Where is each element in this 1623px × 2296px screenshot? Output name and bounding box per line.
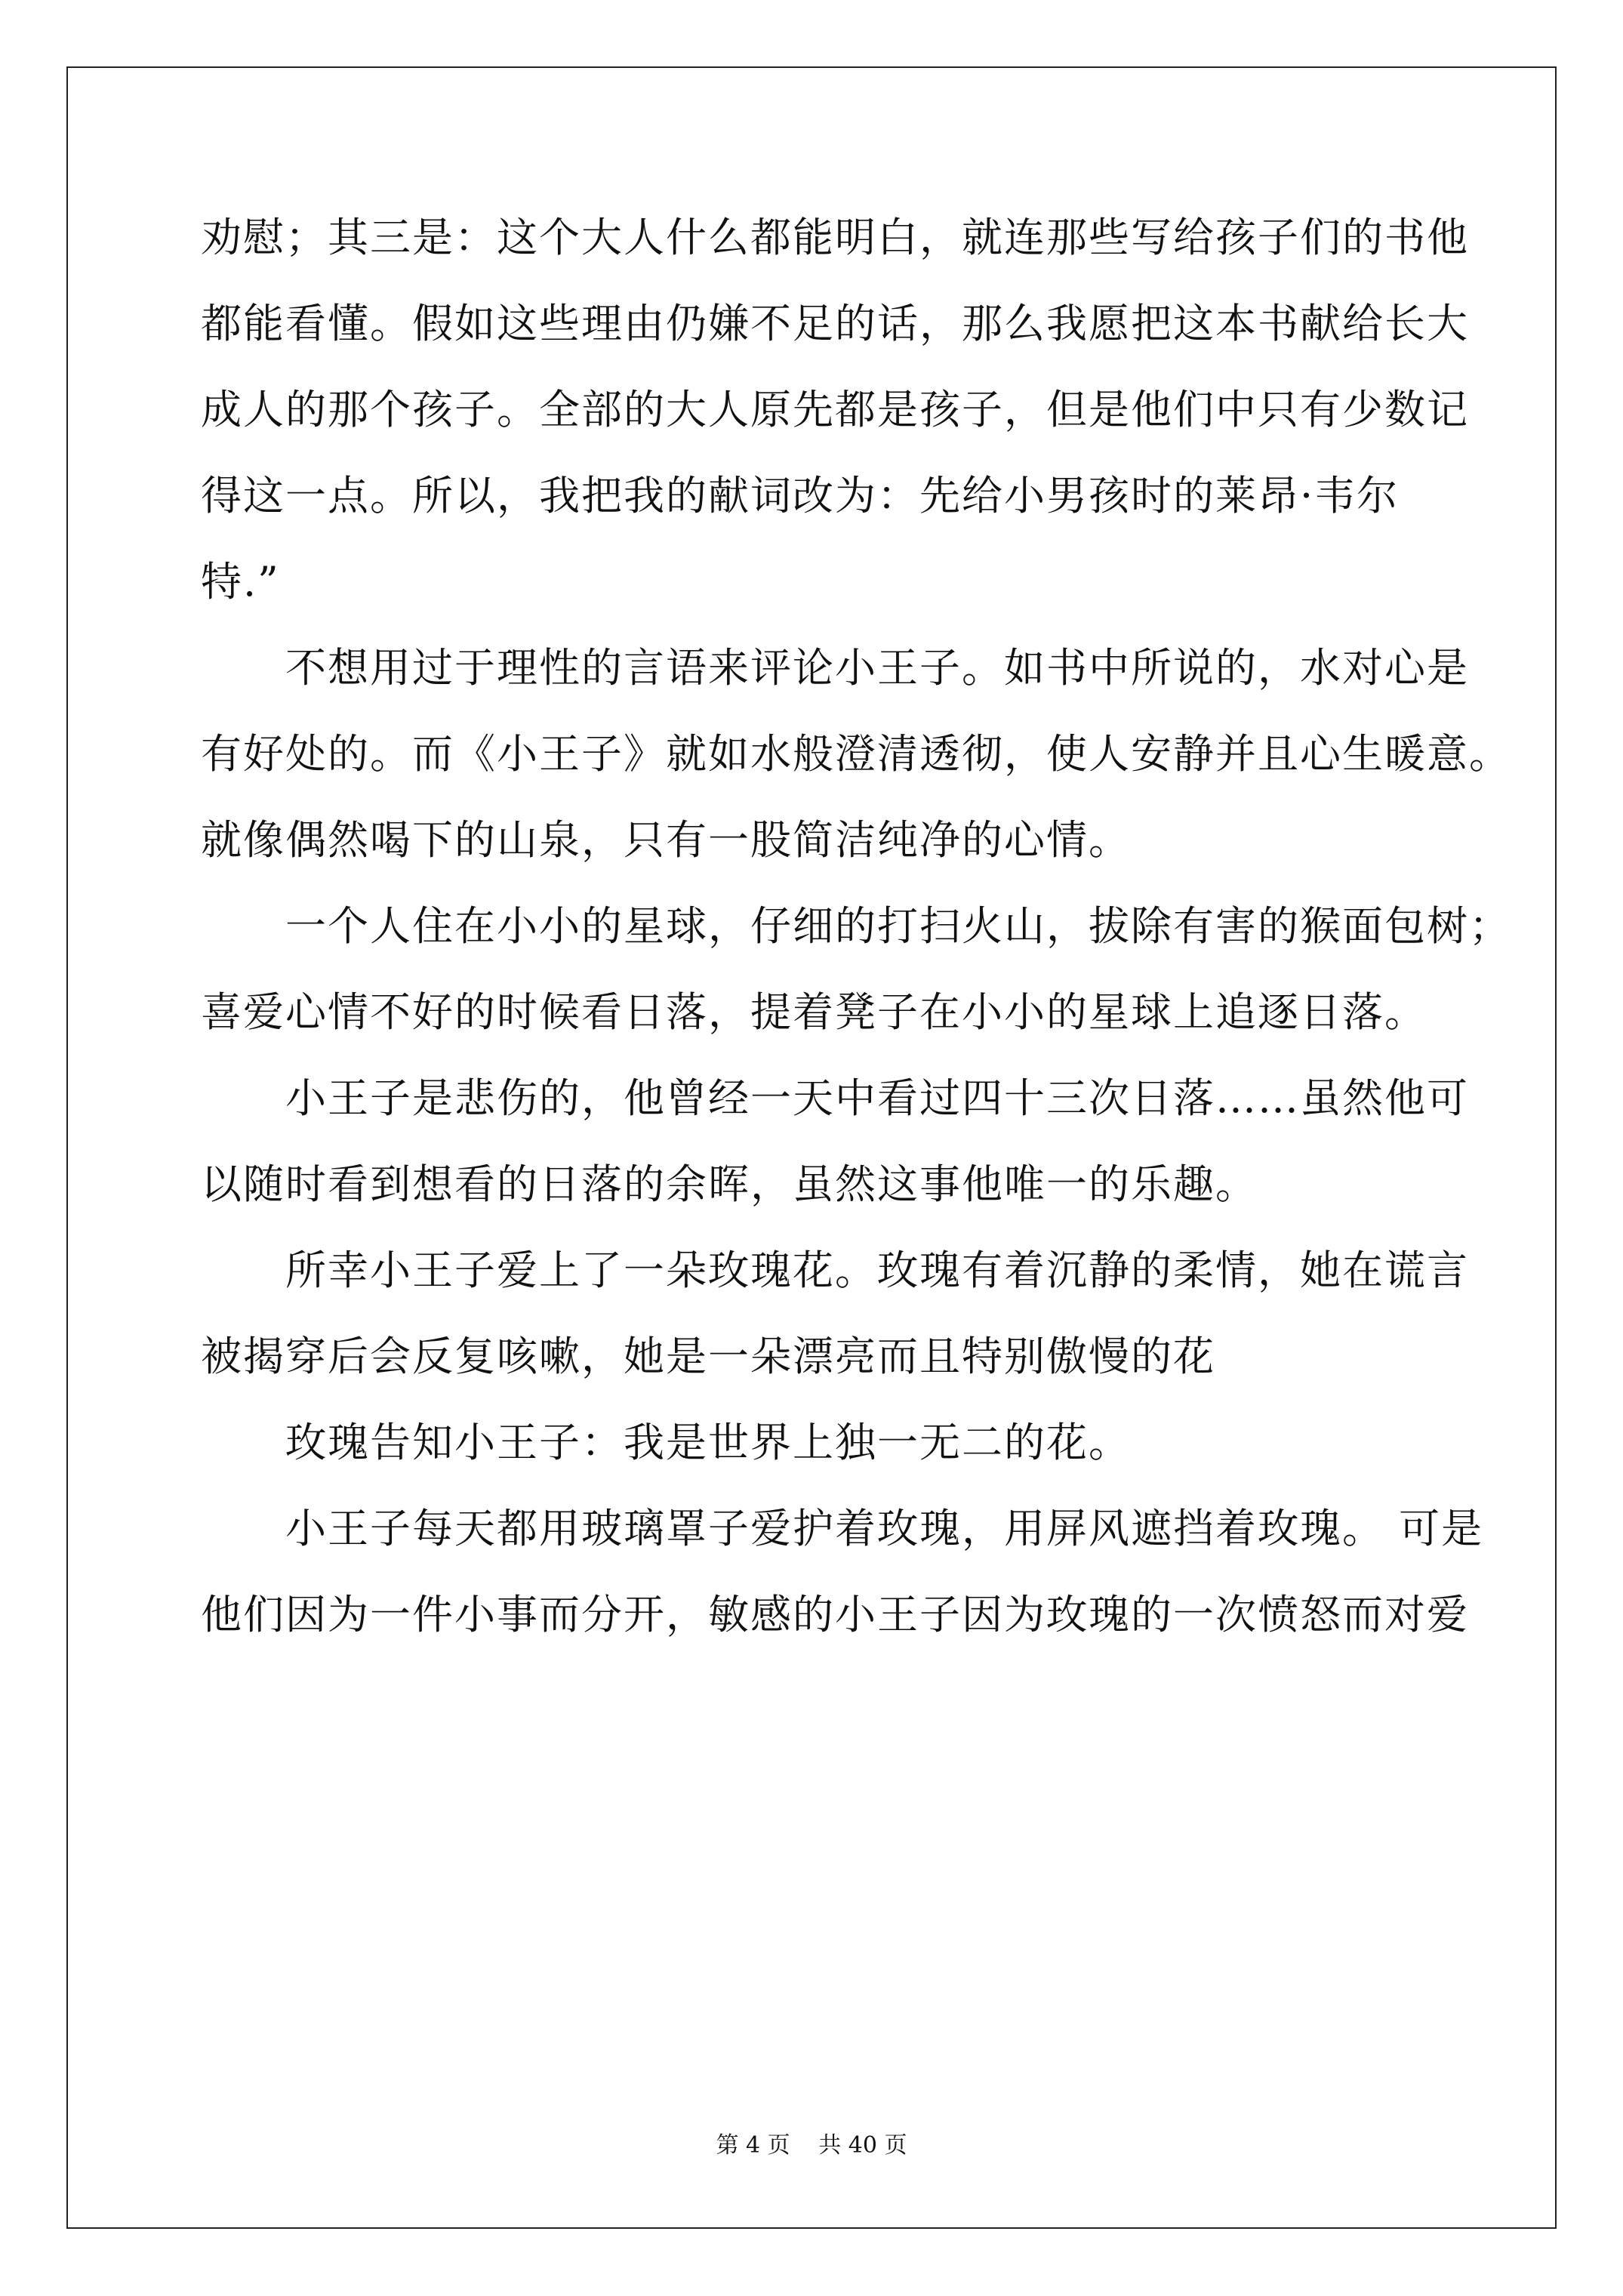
text-line: 成人的那个孩子。全部的大人原先都是孩子，但是他们中只有少数记: [201, 386, 1469, 433]
document-body: [201, 195, 1511, 1658]
text-line: 小王子是悲伤的，他曾经一天中看过四十三次日落……虽然他可: [201, 1074, 1469, 1122]
text-line: 他们因为一件小事而分开，敏感的小王子因为玫瑰的一次愤怒而对爱: [201, 1591, 1469, 1638]
text-line: 不想用过于理性的言语来评论小王子。如书中所说的，水对心是: [201, 644, 1469, 692]
text-line: 就像偶然喝下的山泉，只有一股简洁纯净的心情。: [201, 816, 1131, 864]
text-line: 都能看懂。假如这些理由仍嫌不足的话，那么我愿把这本书献给长大: [201, 300, 1469, 347]
text-line: 以随时看到想看的日落的余晖，虽然这事他唯一的乐趣。: [201, 1160, 1258, 1208]
text-line: 一个人住在小小的星球，仔细的打扫火山，拔除有害的猴面包树；: [201, 902, 1511, 950]
text-line: 得这一点。所以，我把我的献词改为：先给小男孩时的莱昂·韦尔: [201, 472, 1400, 519]
text-line: 有好处的。而《小王子》就如水般澄清透彻，使人安静并且心生暖意。: [201, 730, 1511, 778]
page-footer: [0, 2131, 1623, 2161]
text-line: 所幸小王子爱上了一朵玫瑰花。玫瑰有着沉静的柔情，她在谎言: [201, 1247, 1469, 1294]
text-line: 喜爱心情不好的时候看日落，提着凳子在小小的星球上追逐日落。: [201, 988, 1427, 1036]
page-total: 共 40 页: [818, 2132, 907, 2159]
text-line: 特.”: [201, 558, 280, 606]
text-line: 小王子每天都用玻璃罩子爱护着玫瑰，用屏风遮挡着玫瑰。 可是: [201, 1505, 1484, 1552]
page-number: 第 4 页: [716, 2132, 790, 2159]
text-line: 玫瑰告知小王子：我是世界上独一无二的花。: [201, 1419, 1131, 1466]
text-line: 被揭穿后会反复咳嗽，她是一朵漂亮而且特别傲慢的花: [201, 1333, 1215, 1380]
text-line: 劝慰；其三是：这个大人什么都能明白，就连那些写给孩子们的书他: [201, 214, 1469, 261]
